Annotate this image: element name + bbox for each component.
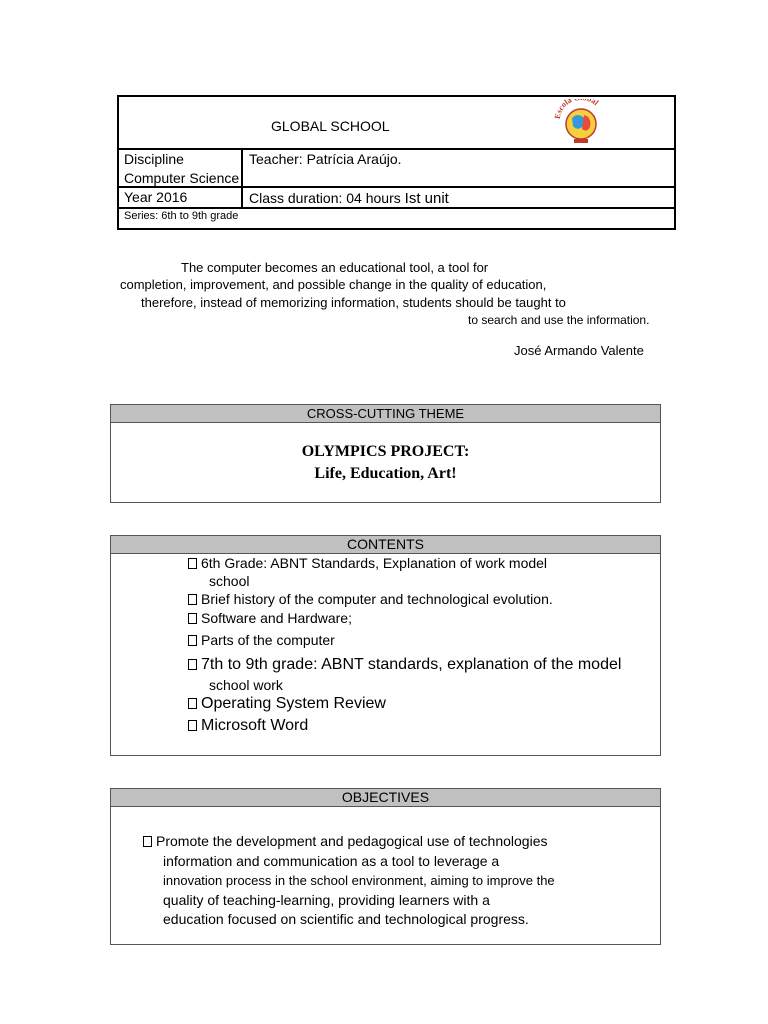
project-title: OLYMPICS PROJECT: [301,443,470,460]
list-item [188,695,386,713]
objective-text: Promote the development and pedagogical use of technologies [156,833,548,849]
quote-line: The computer becomes an educational tool, a tool for [181,260,489,275]
objective-line: innovation process in the school environment, aiming to improve the [163,873,555,888]
list-item-text: 7th to 9th grade: ABNT standards, explanation of the model [201,656,622,673]
checkbox-icon [188,558,197,569]
list-item-text: Parts of the computer [201,632,335,648]
section-heading: OBJECTIVES [111,789,660,807]
checkbox-icon [188,635,197,646]
school-logo [552,99,610,147]
header-divider [119,207,674,209]
discipline-value: Computer Science [124,170,240,186]
objective-line: quality of teaching-learning, providing learners with a [163,892,490,908]
header-divider [119,148,674,150]
quote-line: to search and use the information. [468,313,650,327]
teacher-name: Teacher: Patrícia Araújo. [249,151,402,167]
class-duration-text: Class duration: 04 hours [249,190,401,206]
objective-line: information and communication as a tool to leverage a [163,853,500,869]
discipline-label: Discipline [124,151,184,167]
list-item [188,717,308,735]
project-subtitle: Life, Education, Art! [314,465,457,482]
logo-text: Escola al [552,99,601,120]
checkbox-icon [188,613,197,624]
header-divider [119,186,674,188]
checkbox-icon [143,836,152,847]
class-duration [249,190,449,207]
list-item [188,610,352,626]
list-item-text: Software and Hardware; [201,610,352,626]
quote-author: José Armando Valente [514,343,644,358]
list-item-text: Operating System Review [201,695,386,712]
cross-cutting-section [110,404,661,503]
list-item-text: Brief history of the computer and technological evolution. [201,591,553,607]
header-table [117,95,676,230]
contents-section [110,535,661,756]
objective-line: education focused on scientific and technological progress. [163,911,529,927]
objectives-section [110,788,661,945]
header-column-divider [241,148,243,209]
year: Year 2016 [124,189,188,205]
list-item [188,555,547,571]
checkbox-icon [188,594,197,605]
list-item-continuation: school work [209,677,283,693]
list-item-text: 6th Grade: ABNT Standards, Explanation of work model [201,555,548,571]
section-heading: CROSS-CUTTING THEME [111,405,660,423]
list-item-text: Microsoft Word [201,717,309,734]
section-heading: CONTENTS [111,536,660,554]
checkbox-icon [188,698,197,709]
checkbox-icon [188,659,197,670]
series: Series: 6th to 9th grade [124,210,239,222]
list-item [188,632,335,648]
quote-line: therefore, instead of memorizing information, students should be taught to [141,295,566,310]
list-item [188,656,621,674]
quote-line: completion, improvement, and possible change in the quality of education, [120,277,547,292]
unit: Ist unit [404,190,449,207]
checkbox-icon [188,720,197,731]
list-item [188,591,553,607]
objective-line [143,833,548,849]
list-item-continuation: school [209,573,250,589]
school-name: GLOBAL SCHOOL [271,118,390,134]
